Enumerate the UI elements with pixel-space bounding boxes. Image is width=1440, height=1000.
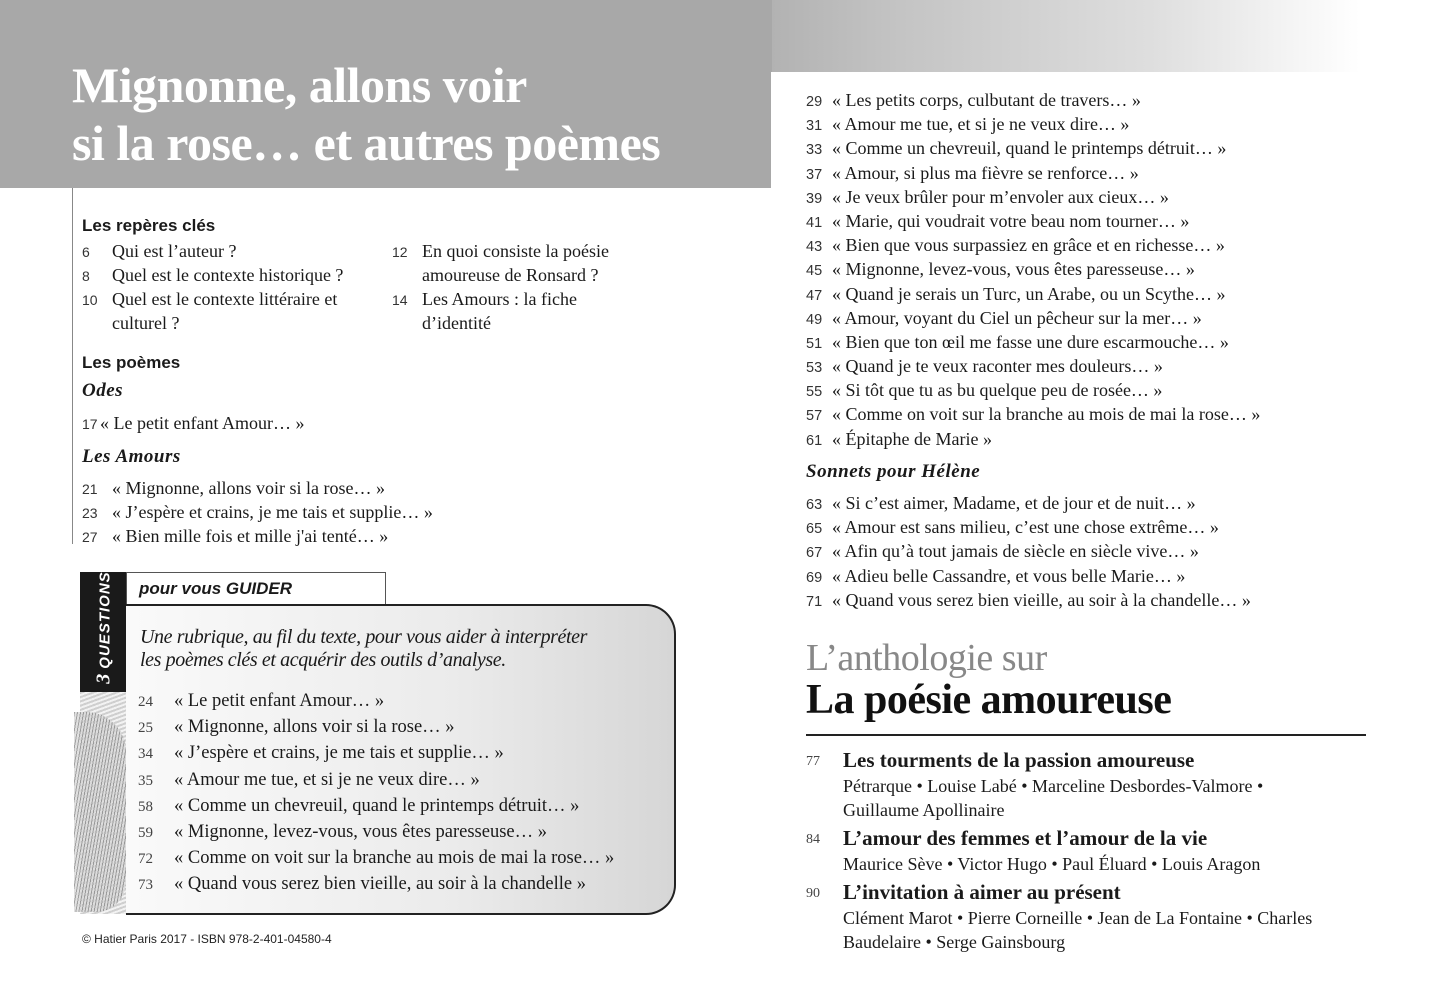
page-number: 77: [806, 754, 820, 769]
anthology-authors: Maurice Sève • Victor Hugo • Paul Éluard • Louis Aragon: [843, 854, 1261, 874]
toc-entry[interactable]: [82, 411, 304, 436]
entry-text: Quel est le contexte littéraire et culturel ?: [112, 289, 338, 333]
anthology-title: La poésie amoureuse: [806, 677, 1172, 723]
question-entry[interactable]: [138, 688, 614, 714]
entry-text: « Les petits corps, culbutant de travers… »: [832, 90, 1141, 110]
toc-entry[interactable]: [806, 185, 1260, 209]
page-title: [72, 56, 660, 172]
entry-text: « Le petit enfant Amour… »: [174, 691, 385, 711]
page-number: 25: [138, 720, 153, 737]
page-number: 71: [806, 593, 823, 610]
page-number: 23: [82, 505, 98, 521]
anthology-heading: Les tourments de la passion amoureuse: [843, 748, 1195, 772]
entry-text: « Amour est sans milieu, c’est une chose extrême… »: [832, 517, 1219, 538]
helene-list: [806, 491, 1251, 612]
anthology-divider: [806, 734, 1366, 736]
toc-entry[interactable]: [806, 491, 1251, 515]
question-entry[interactable]: [138, 845, 614, 871]
question-entry[interactable]: [138, 767, 614, 793]
toc-entry[interactable]: [82, 524, 388, 549]
page-number: 41: [806, 214, 823, 231]
toc-entry[interactable]: [806, 209, 1260, 233]
subsection-amours: Les Amours: [82, 446, 181, 467]
entry-text: « Quand vous serez bien vieille, au soir à la chandelle… »: [832, 589, 1251, 610]
page-number: 35: [138, 772, 153, 789]
entry-text: « J’espère et crains, je me tais et supplie… »: [112, 502, 433, 522]
entry-text: « Mignonne, levez-vous, vous êtes paresseuse… »: [174, 821, 547, 842]
toc-entry[interactable]: [806, 539, 1251, 563]
page-number: 31: [806, 118, 823, 135]
section-heading-reperes: Les repères clés: [82, 216, 216, 235]
entry-text: « Si c’est aimer, Madame, et de jour et de nuit… »: [832, 493, 1196, 513]
page-number: 58: [138, 798, 153, 815]
page-number: 24: [138, 694, 153, 710]
toc-entry[interactable]: [806, 378, 1260, 402]
page-number: 14: [392, 292, 408, 308]
entry-text: « Amour me tue, et si je ne veux dire… »: [832, 114, 1130, 135]
questions-panel: [126, 604, 676, 915]
page-number: 34: [138, 746, 153, 763]
page-number: 55: [806, 384, 823, 401]
toc-entry[interactable]: [806, 330, 1260, 354]
entry-text: « Quand je serais un Turc, un Arabe, ou un Scythe… »: [832, 283, 1226, 304]
toc-entry[interactable]: [392, 287, 602, 335]
toc-entry[interactable]: [806, 306, 1260, 330]
entry-text: « Bien que ton œil me fasse une dure escarmouche… »: [832, 331, 1229, 352]
entry-text: « Bien mille fois et mille j'ai tenté… »: [112, 526, 389, 546]
toc-entry[interactable]: [82, 263, 343, 288]
page-number: 47: [806, 287, 823, 304]
toc-entry[interactable]: [806, 402, 1260, 426]
question-entry[interactable]: [138, 819, 614, 845]
entry-text: « Mignonne, allons voir si la rose… »: [174, 717, 455, 738]
anthology-authors: Clément Marot • Pierre Corneille • Jean de La Fontaine • Charles Baudelaire • Serge Gainsbourg: [843, 908, 1313, 952]
questions-tab: [126, 572, 386, 605]
subsection-odes: Odes: [82, 380, 124, 401]
questions-list: [138, 688, 614, 898]
question-entry[interactable]: [138, 714, 614, 740]
entry-text: « Amour, voyant du Ciel un pêcheur sur la mer… »: [832, 307, 1202, 328]
entry-text: « Bien que vous surpassiez en grâce et en richesse… »: [832, 235, 1225, 256]
question-entry[interactable]: [138, 793, 614, 819]
page-number: 51: [806, 335, 823, 352]
entry-text: « Comme un chevreuil, quand le printemps détruit… »: [174, 795, 580, 816]
entry-text: Quel est le contexte historique ?: [112, 265, 344, 285]
toc-entry[interactable]: [806, 354, 1260, 378]
anthology-authors: Pétrarque • Louise Labé • Marceline Desbordes-Valmore • Guillaume Apollinaire: [843, 776, 1264, 820]
page-number: 8: [82, 268, 90, 284]
left-margin-rule: [72, 188, 73, 544]
amours-list-continued: [806, 88, 1260, 451]
page-number: 59: [138, 824, 153, 841]
toc-entry[interactable]: [82, 287, 362, 335]
anthology-heading: L’amour des femmes et l’amour de la vie: [843, 826, 1208, 850]
toc-entry[interactable]: [806, 136, 1260, 160]
page-number: 73: [138, 877, 153, 894]
entry-text: « Le petit enfant Amour… »: [100, 413, 305, 433]
toc-entry[interactable]: [806, 282, 1260, 306]
questions-label: QUESTIONS: [96, 571, 114, 669]
page-number: 67: [806, 545, 823, 562]
portrait-face-icon: [74, 712, 126, 912]
entry-text: « Comme un chevreuil, quand le printemps détruit… »: [832, 138, 1227, 159]
questions-tab-label: pour vous GUIDER: [139, 579, 293, 598]
subsection-helene: Sonnets pour Hélène: [806, 461, 981, 482]
page-number: 61: [806, 432, 823, 449]
page-number: 17: [82, 416, 98, 432]
entry-text: En quoi consiste la poésie amoureuse de Ronsard ?: [422, 241, 609, 285]
question-entry[interactable]: [138, 740, 614, 766]
entry-text: « Amour, si plus ma fièvre se renforce… »: [832, 162, 1139, 183]
questions-side-label-block: [80, 572, 126, 692]
entry-text: « Quand je te veux raconter mes douleurs… »: [832, 356, 1163, 377]
toc-entry[interactable]: [806, 257, 1260, 281]
page-number: 33: [806, 142, 823, 159]
questions-side-label: [93, 570, 116, 686]
entry-text: « Marie, qui voudrait votre beau nom tourner… »: [832, 210, 1190, 231]
author-portrait-image: [80, 692, 126, 914]
page-number: 84: [806, 832, 820, 847]
entry-text: « Comme on voit sur la branche au mois de mai la rose… »: [174, 848, 615, 869]
toc-entry[interactable]: [806, 564, 1251, 588]
entry-text: Les Amours : la fiche d’identité: [422, 289, 577, 333]
page-number: 53: [806, 360, 823, 377]
anthology-pretitle: L’anthologie sur: [806, 637, 1047, 679]
page-number: 12: [392, 244, 408, 260]
toc-entry[interactable]: [392, 239, 642, 287]
page-number: 69: [806, 569, 823, 586]
page-number: 6: [82, 244, 90, 260]
page-number: 43: [806, 239, 823, 256]
toc-entry[interactable]: [806, 427, 1260, 451]
toc-entry[interactable]: [806, 515, 1251, 539]
copyright-footer: © Hatier Paris 2017 - ISBN 978-2-401-04580-4: [82, 932, 332, 946]
page-number: 72: [138, 851, 153, 868]
entry-text: « Si tôt que tu as bu quelque peu de rosée… »: [832, 380, 1163, 401]
toc-entry[interactable]: [82, 500, 433, 525]
entry-text: « Mignonne, allons voir si la rose… »: [112, 478, 385, 498]
entry-text: « Amour me tue, et si je ne veux dire… »: [174, 769, 480, 790]
page-number: 29: [806, 94, 823, 110]
toc-entry[interactable]: [806, 161, 1260, 185]
question-entry[interactable]: [138, 871, 614, 897]
page-number: 65: [806, 521, 823, 538]
toc-entry[interactable]: [806, 112, 1260, 136]
page-number: 57: [806, 408, 823, 425]
page-number: 10: [82, 292, 98, 308]
entry-text: « J’espère et crains, je me tais et supplie… »: [174, 743, 504, 764]
section-heading-poemes: Les poèmes: [82, 353, 181, 372]
entry-text: « Comme on voit sur la branche au mois de mai la rose… »: [832, 404, 1261, 425]
page-number: 63: [806, 497, 823, 513]
page-number: 90: [806, 886, 820, 901]
page-number: 39: [806, 190, 823, 207]
page-number: 27: [82, 529, 98, 545]
questions-number: 3: [92, 672, 115, 684]
entry-text: Qui est l’auteur ?: [112, 241, 237, 261]
toc-entry[interactable]: [82, 239, 236, 264]
entry-text: « Épitaphe de Marie »: [832, 428, 992, 449]
toc-entry[interactable]: [806, 588, 1251, 612]
entry-text: « Mignonne, levez-vous, vous êtes paresseuse… »: [832, 259, 1195, 280]
anthology-heading: L’invitation à aimer au présent: [843, 880, 1121, 904]
page-number: 37: [806, 166, 823, 183]
entry-text: « Afin qu’à tout jamais de siècle en siècle vive… »: [832, 541, 1199, 562]
toc-entry[interactable]: [806, 88, 1260, 112]
questions-description: Une rubrique, au fil du texte, pour vous aider à interpréter les poèmes clés et acquérir des outils d’analyse.: [140, 626, 588, 671]
entry-text: « Adieu belle Cassandre, et vous belle Marie… »: [832, 565, 1186, 586]
questions-box: [80, 572, 676, 912]
page-number: 45: [806, 263, 823, 280]
title-line-1: Mignonne, allons voir: [72, 57, 527, 113]
entry-text: « Je veux brûler pour m’envoler aux cieux… »: [832, 186, 1169, 207]
page-number: 21: [82, 481, 98, 497]
toc-entry[interactable]: [82, 476, 385, 501]
entry-text: « Quand vous serez bien vieille, au soir à la chandelle »: [174, 874, 586, 895]
toc-entry[interactable]: [806, 233, 1260, 257]
page-number: 49: [806, 311, 823, 328]
title-line-2: si la rose… et autres poèmes: [72, 115, 661, 171]
